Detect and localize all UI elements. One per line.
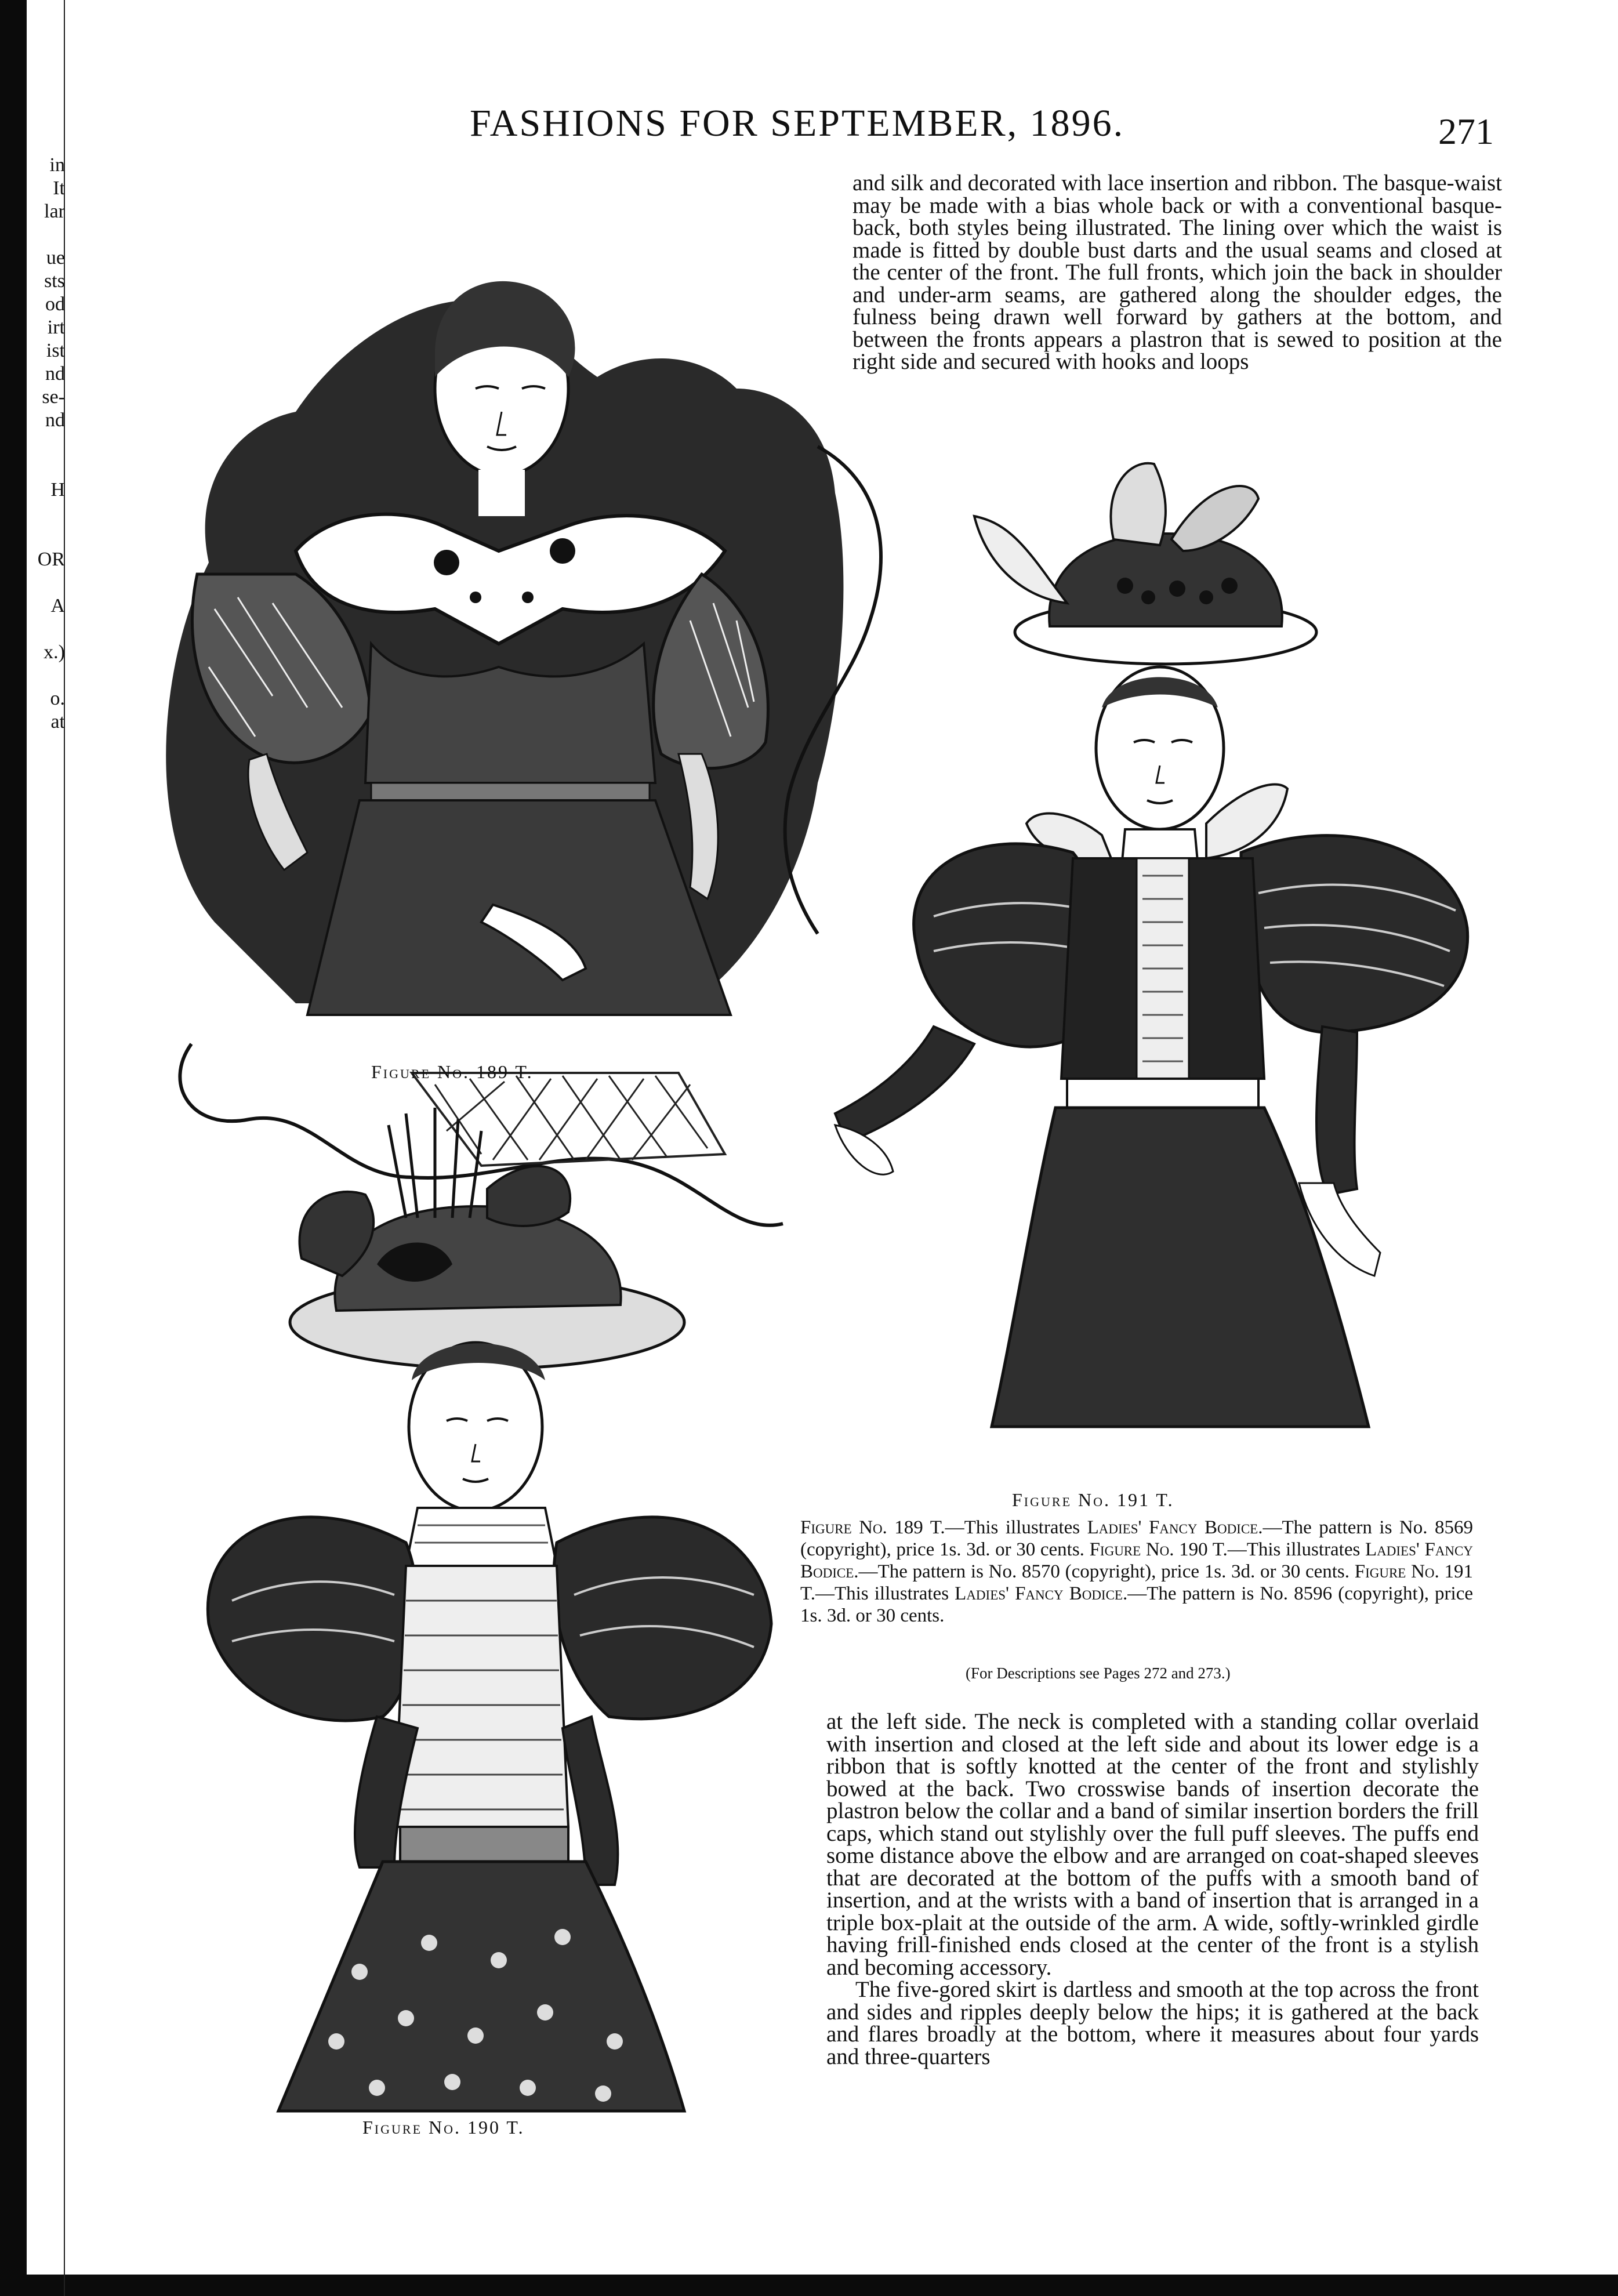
description-name-3: Ladies' Fancy Bodice — [955, 1583, 1123, 1604]
margin-fragment: od — [45, 293, 65, 315]
description-text-4: .—The pattern is No. 8570 (copyright), price 1s. 3d. or 30 cents. — [854, 1561, 1355, 1582]
description-lead-189: Figure No. 189 T. — [800, 1517, 945, 1538]
page-number: 271 — [1438, 111, 1494, 152]
margin-fragment: H — [50, 479, 65, 500]
margin-fragment — [30, 455, 65, 478]
body-text-bottom — [826, 1711, 1479, 2068]
margin-fragment: irt — [47, 317, 65, 338]
description-text-2: .—The pattern is No. 8569 (copyright), price 1s. 3d. or 30 cents. — [800, 1517, 1473, 1560]
margin-fragment: nd — [45, 409, 65, 431]
description-text-6: .—The pattern is No. 8596 (copyright), price 1s. 3d. or 30 cents. — [800, 1583, 1473, 1626]
margin-fragment: o. — [50, 688, 65, 709]
scan-edge-left — [0, 0, 27, 2296]
margin-fragment — [30, 223, 65, 246]
description-text-1: —This illustrates — [945, 1517, 1087, 1538]
margin-fragment: A — [50, 595, 65, 616]
margin-fragment — [30, 571, 65, 594]
margin-fragment — [30, 432, 65, 455]
body-text-top — [852, 172, 1502, 373]
margin-fragment: It — [53, 177, 65, 199]
caption-figure-189: Figure No. 189 T. — [371, 1061, 534, 1082]
margin-fragment: at — [50, 711, 65, 732]
body-paragraph-bottom-1: at the left side. The neck is completed with a standing collar overlaid with insertion and closed at the left side and about its lower edge is a ribbon that is softly knotted at the center of the front and stylishly bowed at the back. Two crosswise bands of insertion decorate the plastron below the collar and a band of similar insertion borders the frill caps, which stand out stylishly over the full puff sleeves. The puffs end some distance above the elbow and are arranged on coat-shaped sleeves that are decorated at the bottom of the puffs with a smooth band of insertion, and at the wrists with a band of insertion that is arranged in a triple box-plait at the outside of the arm. A wide, softly-wrinkled girdle having frill-finished ends closed at the center of the front is a stylish and becoming accessory. — [826, 1709, 1479, 1980]
description-name-1: Ladies' Fancy Bodice — [1087, 1517, 1258, 1538]
scan-edge-bottom — [0, 2275, 1618, 2296]
page-title: FASHIONS FOR SEPTEMBER, 1896. — [470, 102, 1125, 144]
margin-fragment: OR — [37, 549, 65, 570]
margin-fragment: sts — [44, 270, 65, 292]
figure-191-illustration — [800, 452, 1508, 1473]
margin-fragment — [30, 502, 65, 525]
margin-fragment: in — [49, 154, 65, 176]
description-text-3: —This illustrates — [1227, 1539, 1365, 1560]
description-text-5: —This illustrates — [815, 1583, 955, 1604]
margin-fragment: lar — [44, 201, 65, 222]
description-lead-190: Figure No. 190 T. — [1089, 1539, 1228, 1560]
description-lead-191: Figure No. 191 T. — [800, 1561, 1473, 1604]
margin-fragment — [30, 525, 65, 548]
body-paragraph-top: and silk and decorated with lace insertion and ribbon. The basque-waist may be made with a bias whole back or with a conventional basque-back, both styles being illustrated. The lining over which the waist is made is fitted by double bust darts and the usual seams and closed at the center of the front. The full fronts, which join the back in shoulder and under-arm seams, are gathered along the shoulder edges, the fulness being drawn well forward by gathers at the bottom, and between the fronts appears a plastron that is sewed to position at the right side and secured with hooks and loops — [852, 171, 1502, 374]
figure-description — [800, 1517, 1473, 1627]
previous-page-column — [30, 154, 65, 734]
margin-fragment — [30, 664, 65, 687]
caption-figure-191: Figure No. 191 T. — [1012, 1489, 1174, 1510]
body-paragraph-bottom-2: The five-gored skirt is dartless and smooth at the top across the front and sides and ripples deeply below the hips; it is gathered at the back and flares broadly at the bottom, where it measures about four yards and three-quarters — [826, 1977, 1479, 2069]
margin-fragment: x.) — [43, 641, 65, 663]
margin-fragment: ue — [46, 247, 65, 269]
margin-fragment — [30, 618, 65, 641]
caption-figure-190: Figure No. 190 T. — [362, 2117, 525, 2138]
margin-fragment: ist — [46, 340, 65, 361]
description-name-2: Ladies' Fancy Bodice — [800, 1539, 1473, 1582]
description-note: (For Descriptions see Pages 272 and 273.) — [966, 1664, 1231, 1682]
figure-190-illustration — [186, 1102, 829, 2134]
margin-fragment: nd — [45, 363, 65, 385]
margin-fragment: se- — [42, 386, 65, 408]
